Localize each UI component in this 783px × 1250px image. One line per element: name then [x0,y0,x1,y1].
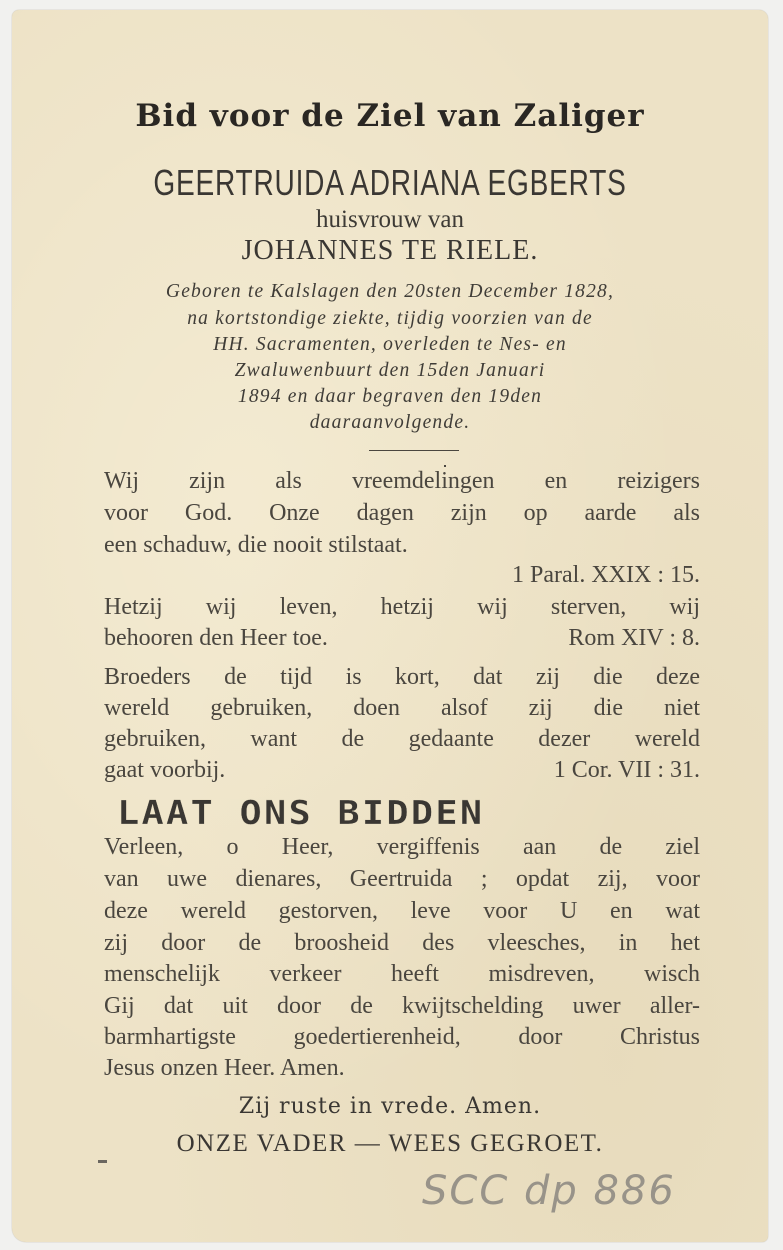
verse-reference: 1 Paral. XXIX : 15. [512,562,700,588]
biography-line: Zwaluwenbuurt den 15den Januari [234,360,546,381]
verse-text: gaat voorbij. [104,757,226,783]
verse-line: gebruiken, want de gedaante dezer wereld [104,726,700,752]
verse-line: wereld gebruiken, doen alsof zij die niet [104,695,700,721]
verse-line: een schaduw, die nooit stilstaat. [104,532,408,558]
prayer-heading: LAAT ONS BIDDEN [117,793,485,832]
prayer-line: Gij dat uit door de kwijtschelding uwer aller- [104,993,700,1019]
divider-dot [444,465,446,467]
verse-line: Broeders de tijd is kort, dat zij die deze [104,664,700,690]
biography-line: 1894 en daar begraven den 19den [237,386,543,407]
verse-line: Hetzij wij leven, hetzij wij sterven, wij [104,594,700,620]
ink-mark [98,1160,107,1163]
prayer-line: barmhartigste goedertierenheid, door Christus [104,1024,700,1050]
biography-line: daaraanvolgende. [309,412,471,433]
verse-text: behooren den Heer toe. [104,625,328,651]
relation-label: huisvrouw van [316,206,464,233]
husband-name: JOHANNES TE RIELE. [241,235,539,266]
verse-line: Wij zijn als vreemdelingen en reizigers [104,468,700,494]
verse-line-with-reference [104,625,700,652]
memorial-card [12,10,768,1242]
prayer-line: Jesus onzen Heer. Amen. [104,1055,345,1081]
deceased-name: GEERTRUIDA ADRIANA EGBERTS [153,162,627,203]
prayer-line: menschelijk verkeer heeft misdreven, wisch [104,961,700,987]
prayer-line: zij door de broosheid des vleesches, in het [104,930,700,956]
prayer-line: van uwe dienares, Geertruida ; opdat zij, voor [104,866,700,892]
biography-line: Geboren te Kalslagen den 20sten December 1828, [165,281,615,302]
prayer-line: Verleen, o Heer, vergiffenis aan de ziel [104,834,700,860]
biography-line: HH. Sacramenten, overleden te Nes- en [213,334,567,355]
verse-line-with-reference [104,757,700,784]
pencil-annotation: SCC dp 886 [422,1168,676,1214]
verse-reference: Rom XIV : 8. [568,625,700,651]
verse-reference: 1 Cor. VII : 31. [553,757,700,783]
biography-line: na kortstondige ziekte, tijdig voorzien van de [187,308,593,329]
closing-prayers: ONZE VADER — WEES GEGROET. [176,1130,604,1157]
divider-rule [369,450,459,451]
card-title: Bid voor de Ziel van Zaliger [135,98,645,134]
prayer-line: deze wereld gestorven, leve voor U en wat [104,898,700,924]
verse-line: voor God. Onze dagen zijn op aarde als [104,500,700,526]
closing-blessing: Zij ruste in vrede. Amen. [238,1094,542,1119]
